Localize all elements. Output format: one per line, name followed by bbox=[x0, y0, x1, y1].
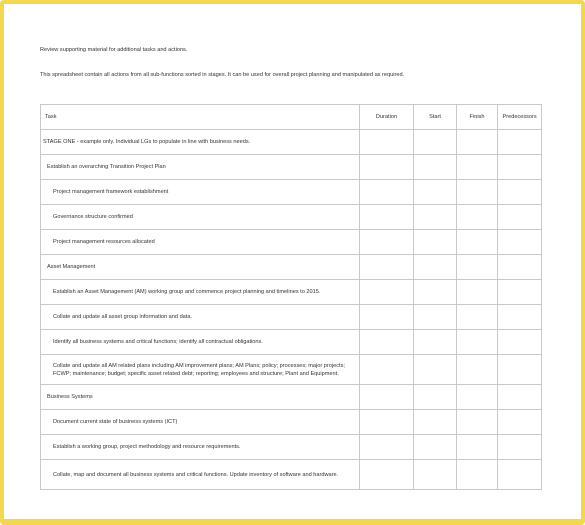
task-cell[interactable]: Establish a working group, project methodology and resource requirements. bbox=[41, 435, 360, 460]
header-task: Task bbox=[41, 105, 360, 130]
task-cell[interactable]: Establish an Asset Management (AM) working group and commence project planning and timelines to 2015. bbox=[41, 280, 360, 305]
task-cell[interactable]: Business Systems bbox=[41, 385, 360, 410]
task-cell[interactable]: Project management resources allocated bbox=[41, 230, 360, 255]
header-start: Start bbox=[414, 105, 456, 130]
task-cell[interactable]: Collate and update all AM related plans including AM improvement plans; AM Plans; policy; processes; major projects; FCWP; maintenance; budget; specific asset related debt; reporting; employees and structure; Plant and Equipment. bbox=[41, 355, 360, 385]
task-cell[interactable]: STAGE ONE - example only. Individual LGs to populate in line with business needs. bbox=[41, 130, 360, 155]
task-cell[interactable]: Collate and update all asset group information and data. bbox=[41, 305, 360, 330]
task-cell[interactable]: Document current state of business systems (ICT) bbox=[41, 410, 360, 435]
header-predecessors: Predecessors bbox=[498, 105, 542, 130]
task-cell[interactable]: Project management framework establishment bbox=[41, 180, 360, 205]
intro-line-review: Review supporting material for additional tasks and actions. bbox=[40, 47, 188, 53]
task-cell[interactable]: Identify all business systems and critical functions; identify all contractual obligations. bbox=[41, 330, 360, 355]
intro-line-spreadsheet: This spreadsheet contain all actions from all sub-functions sorted in stages. It can be used for overall project planning and manipulated as required. bbox=[40, 72, 405, 78]
header-duration: Duration bbox=[359, 105, 414, 130]
task-cell[interactable]: Establish an overarching Transition Project Plan bbox=[41, 155, 360, 180]
header-finish: Finish bbox=[456, 105, 497, 130]
task-cell[interactable]: Asset Management bbox=[41, 255, 360, 280]
task-cell[interactable]: Collate, map and document all business systems and critical functions. Update inventory of software and hardware. bbox=[41, 460, 360, 490]
task-cell[interactable]: Governance structure confirmed bbox=[41, 205, 360, 230]
